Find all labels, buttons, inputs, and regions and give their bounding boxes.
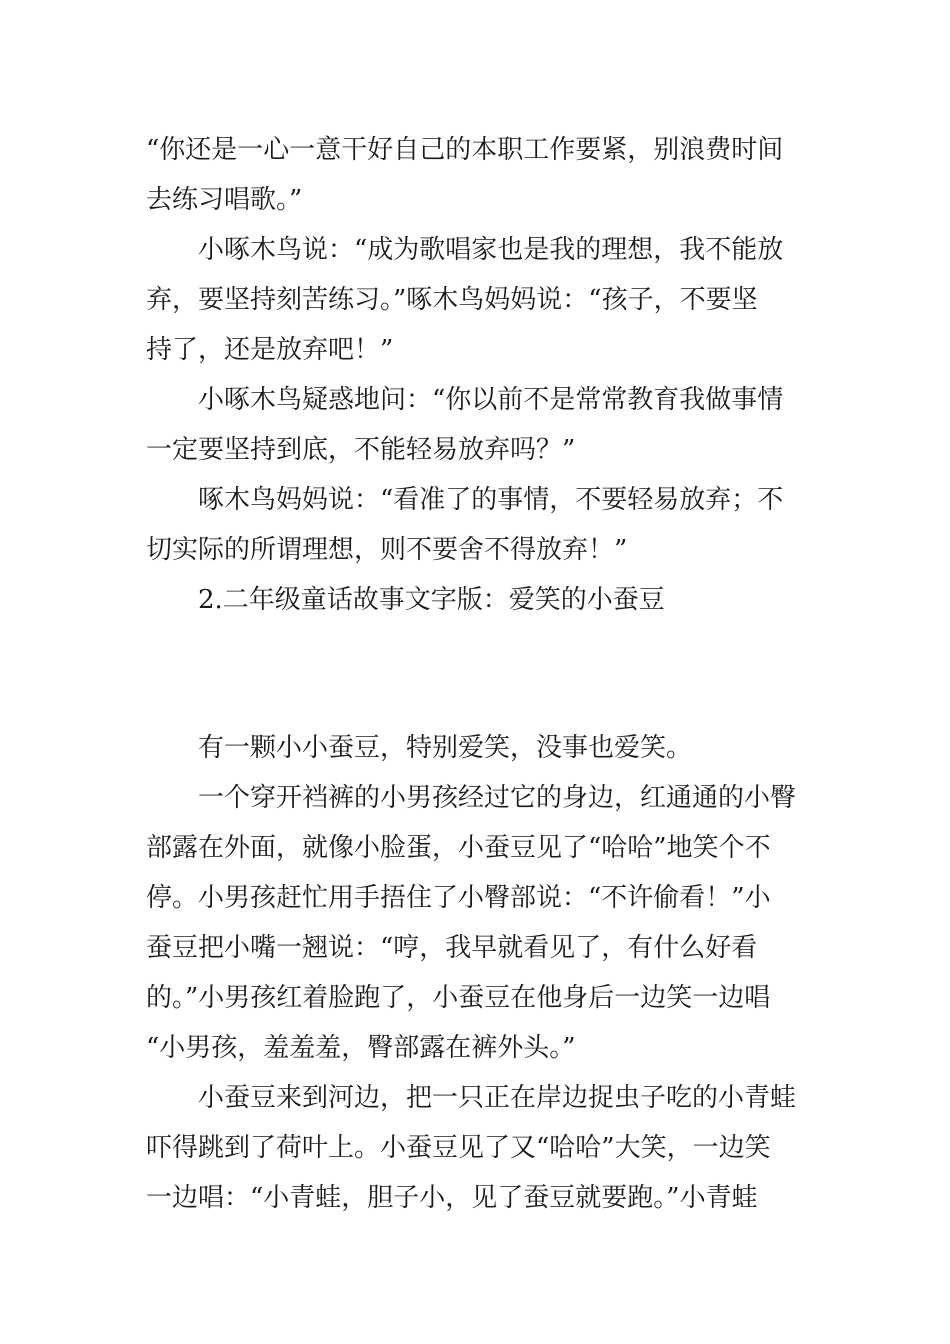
heading-text: 2.二年级童话故事文字版：爱笑的小蚕豆	[198, 585, 665, 615]
line-text: 停。小男孩赶忙用手捂住了小臀部说：“不许偷看！”小	[146, 883, 771, 913]
line-text: 持了，还是放弃吧！”	[146, 335, 394, 365]
line-text: 蚕豆把小嘴一翘说：“哼，我早就看见了，有什么好看	[146, 933, 758, 963]
paragraph-line	[0, 374, 950, 426]
paragraph-line	[0, 124, 950, 176]
line-text: 啄木鸟妈妈说：“看准了的事情，不要轻易放弃；不	[198, 485, 784, 515]
line-text: 弃，要坚持刻苦练习。”啄木鸟妈妈说：“孩子，不要坚	[146, 285, 758, 315]
line-text: 小啄木鸟说：“成为歌唱家也是我的理想，我不能放	[198, 235, 784, 265]
line-text: 一边唱：“小青蛙，胆子小，见了蚕豆就要跑。”小青蛙	[146, 1183, 758, 1213]
line-text: “你还是一心一意干好自己的本职工作要紧，别浪费时间	[146, 135, 784, 165]
paragraph-line	[0, 174, 950, 226]
paragraph-line	[0, 922, 950, 974]
paragraph-line	[0, 1072, 950, 1124]
line-text: 吓得跳到了荷叶上。小蚕豆见了又“哈哈”大笑，一边笑	[146, 1133, 771, 1163]
paragraph-line	[0, 324, 950, 376]
line-text: 部露在外面，就像小脸蛋，小蚕豆见了“哈哈”地笑个不	[146, 833, 771, 863]
line-text: 的。”小男孩红着脸跑了，小蚕豆在他身后一边笑一边唱	[146, 983, 771, 1013]
line-text: 去练习唱歌。”	[146, 185, 303, 215]
line-text: 切实际的所谓理想，则不要舍不得放弃！”	[146, 535, 628, 565]
paragraph-line	[0, 224, 950, 276]
paragraph-line	[0, 772, 950, 824]
paragraph-line	[0, 972, 950, 1024]
line-text: 小蚕豆来到河边，把一只正在岸边捉虫子吃的小青蛙	[198, 1083, 797, 1113]
paragraph-line	[0, 722, 950, 774]
line-text: 有一颗小小蚕豆，特别爱笑，没事也爱笑。	[198, 733, 693, 763]
paragraph-line	[0, 1172, 950, 1224]
line-text: 一定要坚持到底，不能轻易放弃吗？”	[146, 435, 576, 465]
paragraph-line	[0, 1122, 950, 1174]
paragraph-line	[0, 274, 950, 326]
paragraph-line	[0, 872, 950, 924]
line-text: 一个穿开裆裤的小男孩经过它的身边，红通通的小臀	[198, 783, 797, 813]
paragraph-line	[0, 822, 950, 874]
paragraph-line	[0, 424, 950, 476]
section-heading	[0, 574, 950, 626]
paragraph-line	[0, 524, 950, 576]
line-text: “小男孩，羞羞羞，臀部露在裤外头。”	[146, 1033, 576, 1063]
paragraph-line	[0, 1022, 950, 1074]
line-text: 小啄木鸟疑惑地问：“你以前不是常常教育我做事情	[198, 385, 784, 415]
paragraph-line	[0, 474, 950, 526]
